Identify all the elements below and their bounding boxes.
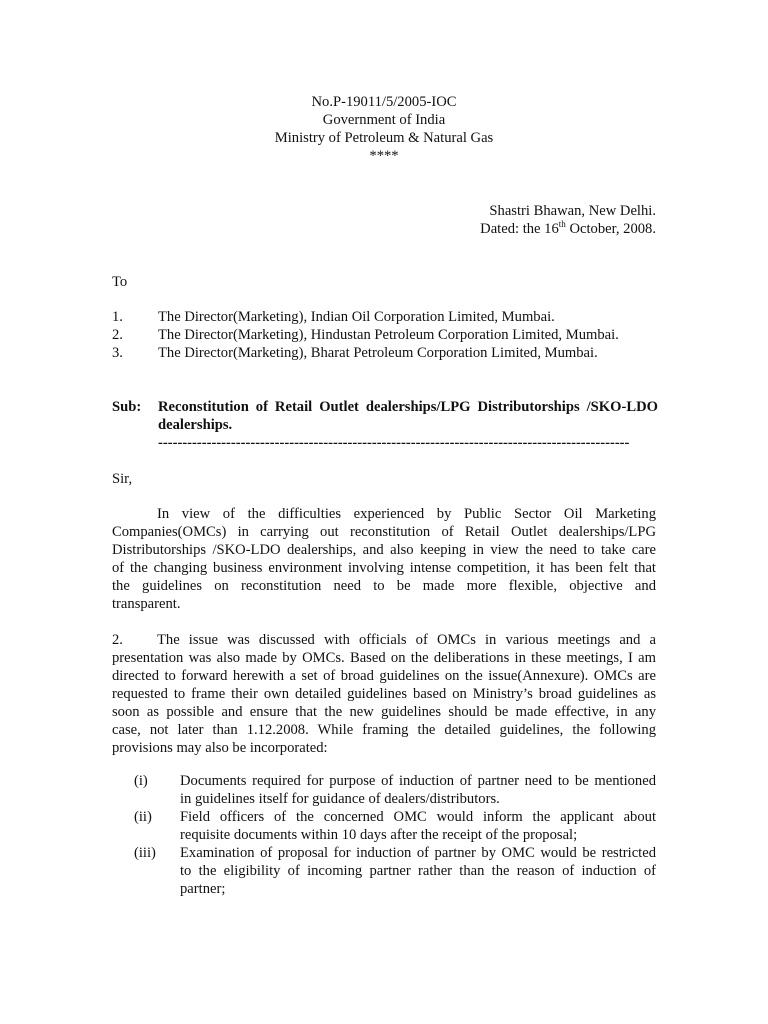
paragraph-line: 2. The issue was discussed with officials of OMCs in various meetings and a [112,632,656,648]
ministry-name: Ministry of Petroleum & Natural Gas [274,130,494,146]
file-number: No.P-19011/5/2005-IOC [311,94,457,110]
paragraph-line: transparent. [112,596,181,612]
government-name: Government of India [322,112,446,128]
letter-header [184,93,584,165]
provision-line: Examination of proposal for induction of partner by OMC would be restricted [180,845,656,861]
place: Shastri Bhawan, New Delhi. [489,203,656,219]
paragraph-line: case, not later than 1.12.2008. While framing the detailed guidelines, the following [112,722,656,738]
paragraph-number: 2. [112,632,123,648]
provision-number: (i) [134,773,148,789]
subject-label: Sub: [112,399,142,415]
provisions-list [134,772,656,898]
paragraph-line: requested to frame their own detailed guidelines based on Ministry’s broad guidelines as [112,686,656,702]
paragraph-line: soon as possible and ensure that the new guidelines should be made effective, in any [112,704,656,720]
paragraph-line: the guidelines on reconstitution need to be made more flexible, objective and [112,578,656,594]
provision-item [134,772,656,808]
paragraph-line: Companies(OMCs) in carrying out reconstitution of Retail Outlet dealerships/LPG [112,524,656,540]
paragraph-1 [112,505,656,613]
subject-block [158,398,658,452]
provision-line: Documents required for purpose of induction of partner need to be mentioned [180,773,656,789]
provision-line: requisite documents within 10 days after the receipt of the proposal; [180,827,578,843]
subject-rule: ------------------------------------------------------------------------------------------------- [158,435,630,451]
provision-item [134,844,656,898]
provision-line: in guidelines itself for guidance of dealers/distributors. [180,791,500,807]
recipient-list [112,308,672,362]
paragraph-line: presentation was also made by OMCs. Based on the deliberations in these meetings, I am [112,650,656,666]
salutation: Sir, [112,471,133,487]
paragraph-2 [112,631,656,757]
header-stars: **** [369,148,399,164]
paragraph-line: Distributorships /SKO-LDO dealerships, and also keeping in view the need to take care [112,542,656,558]
provision-line: to the eligibility of incoming partner rather than the reason of induction of [180,863,656,879]
paragraph-line: of the changing business environment involving intense competition, it has been felt that [112,560,656,576]
provision-line: partner; [180,881,226,897]
to-label: To [112,274,128,290]
date: Dated: the 16th October, 2008. [480,219,656,237]
recipient-item: 2. The Director(Marketing), Hindustan Petroleum Corporation Limited, Mumbai. [112,327,619,343]
paragraph-line: directed to forward herewith a set of broad guidelines on the issue(Annexure). OMCs are [112,668,656,684]
recipient-item: 3. The Director(Marketing), Bharat Petroleum Corporation Limited, Mumbai. [112,345,598,361]
place-date-block [380,202,656,238]
paragraph-line: In view of the difficulties experienced by Public Sector Oil Marketing [157,506,656,522]
recipient-item: 1. The Director(Marketing), Indian Oil Corporation Limited, Mumbai. [112,309,555,325]
subject-line: dealerships. [158,417,233,433]
paragraph-line: provisions may also be incorporated: [112,740,328,756]
subject-line: Reconstitution of Retail Outlet dealerships/LPG Distributorships /SKO-LDO [158,399,658,415]
provision-number: (ii) [134,809,152,825]
provision-number: (iii) [134,845,156,861]
provision-item [134,808,656,844]
provision-line: Field officers of the concerned OMC would inform the applicant about [180,809,656,825]
